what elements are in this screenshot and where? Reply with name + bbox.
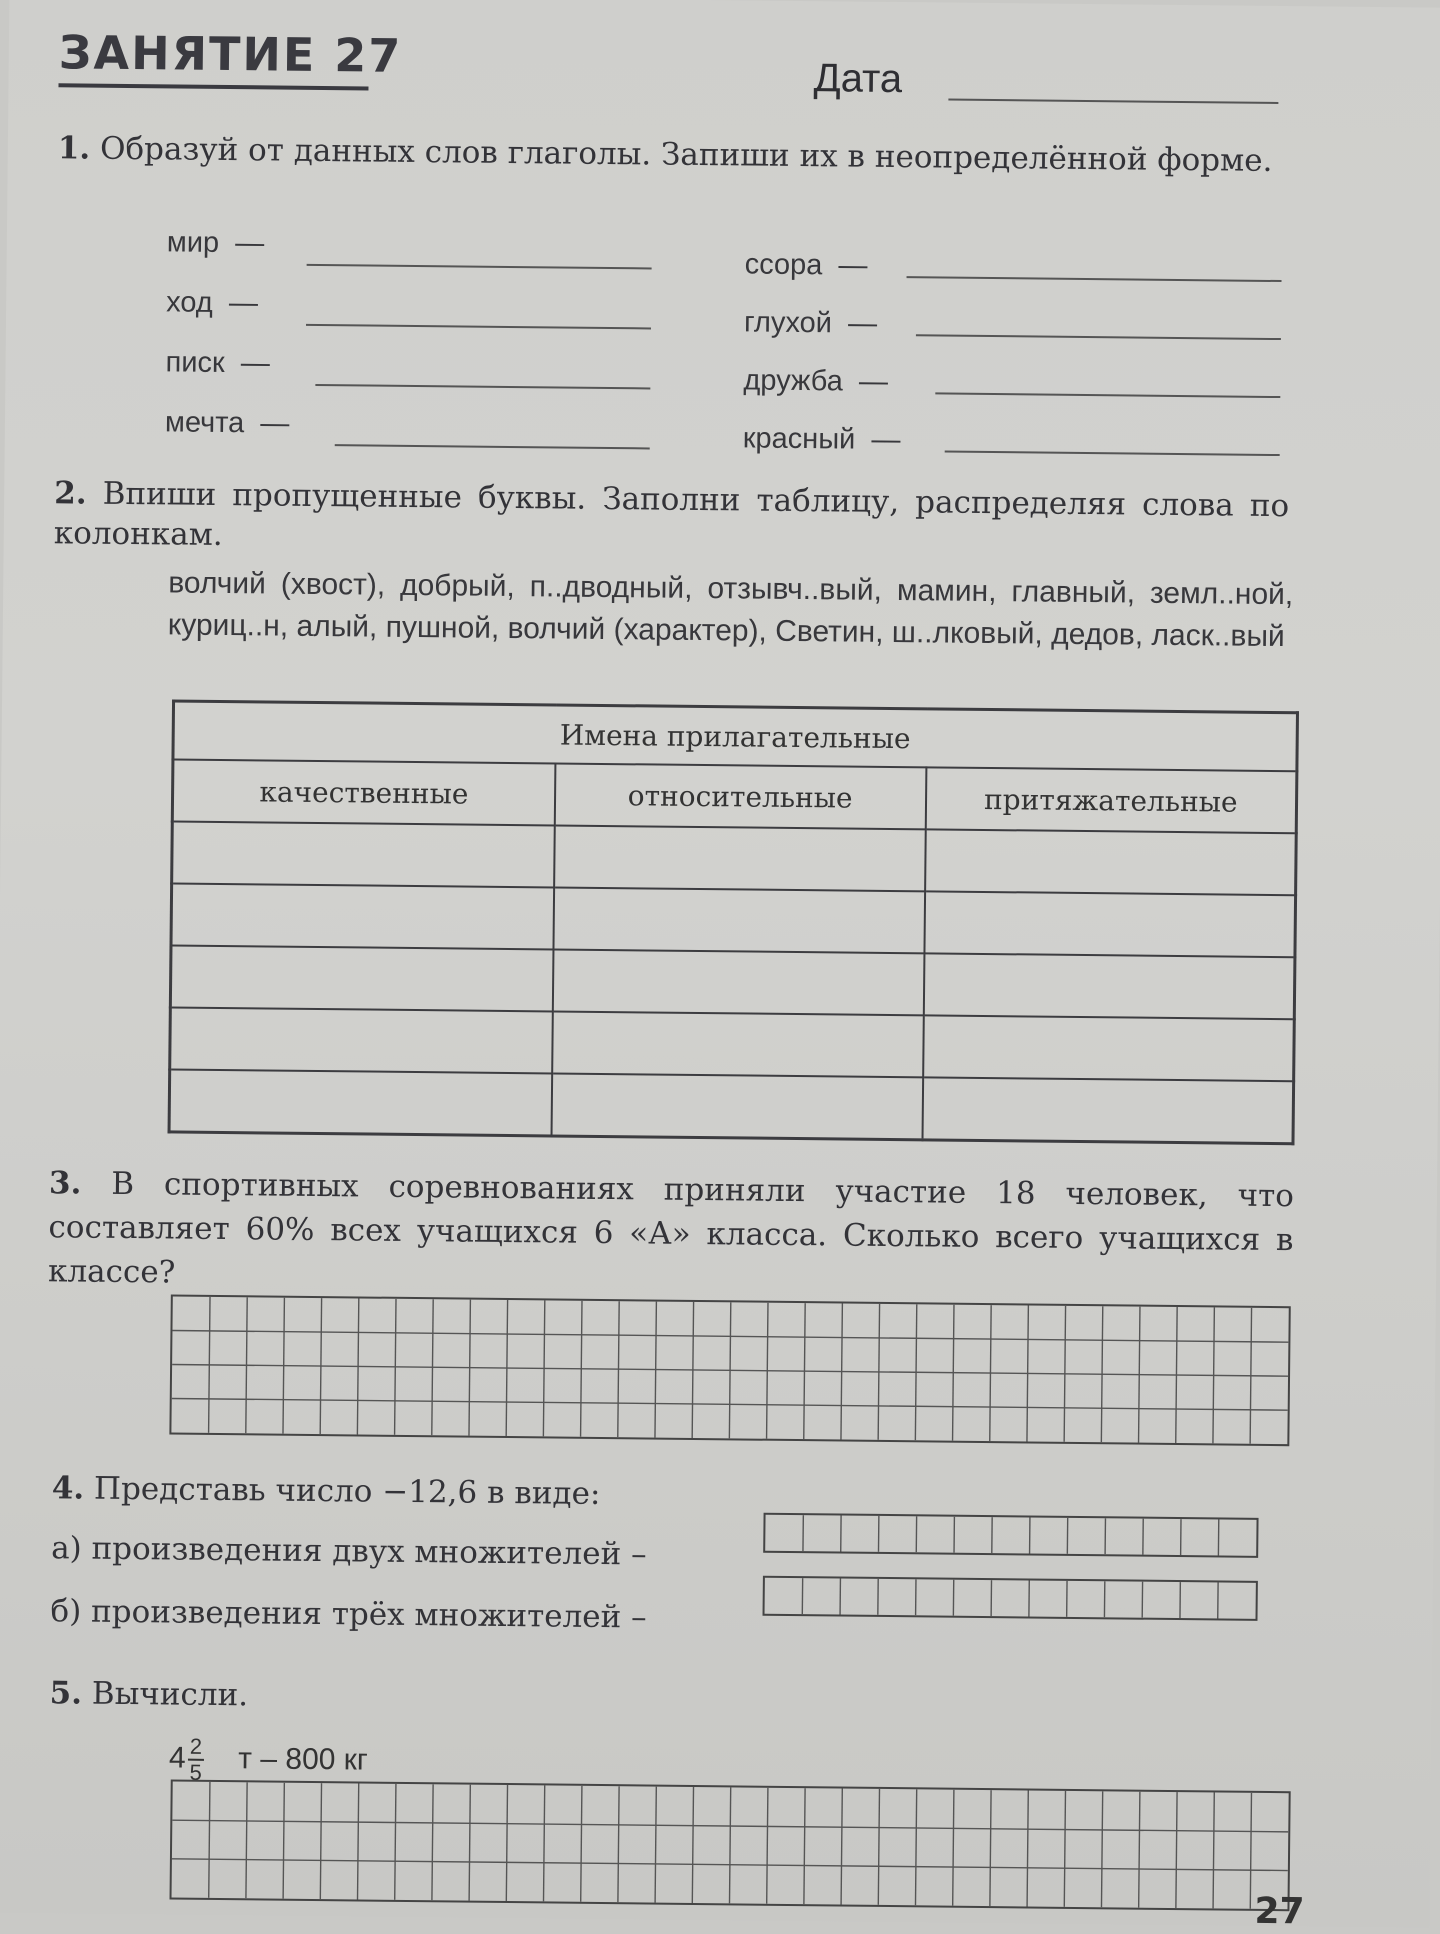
expression-rest: т – 800 кг	[238, 1742, 368, 1776]
table-cell[interactable]	[923, 1015, 1295, 1081]
task4-part-a: а) произведения двух множителей –	[51, 1528, 751, 1575]
task3-number: 3.	[49, 1165, 82, 1201]
grid-lines	[171, 1297, 1288, 1445]
task5-instruction: Вычисли.	[92, 1676, 249, 1714]
table-cell[interactable]	[924, 891, 1296, 957]
task1-answer-right-2[interactable]	[916, 334, 1281, 340]
date-field[interactable]	[948, 99, 1278, 104]
task1-instruction: Образуй от данных слов глаголы. Запиши их в неопределённой форме.	[100, 131, 1273, 179]
task1-word-left-4: мечта —	[165, 406, 290, 440]
date-label: Дата	[813, 56, 902, 102]
task5-answer-grid[interactable]	[170, 1780, 1291, 1912]
table-cell[interactable]	[169, 1069, 552, 1135]
table-title: Имена прилагательные	[173, 701, 1298, 771]
task4-a-answer-boxes[interactable]	[763, 1513, 1258, 1558]
task1-word-right-1: ссора —	[744, 248, 867, 282]
task1-answer-right-4[interactable]	[945, 451, 1280, 457]
table-cell[interactable]	[552, 949, 924, 1015]
task1-word-left-2: ход —	[166, 286, 258, 320]
task1-answer-left-3[interactable]	[315, 384, 650, 390]
adjectives-table	[168, 699, 1299, 1145]
column-header-possessive: притяжательные	[925, 767, 1297, 833]
column-header-qualitative: качественные	[172, 759, 555, 825]
task4-part-b: б) произведения трёх множителей –	[50, 1591, 750, 1638]
page-number: 27	[1254, 1891, 1305, 1933]
table-cell[interactable]	[923, 953, 1295, 1019]
task5-number: 5.	[49, 1675, 82, 1711]
grid-lines	[172, 1782, 1289, 1910]
table-row	[172, 821, 1297, 895]
task2-text	[54, 473, 1290, 566]
task5-expression	[169, 1734, 368, 1786]
table-row	[171, 883, 1296, 957]
task1-answer-left-4[interactable]	[335, 444, 650, 449]
task3-problem: В спортивных соревнованиях приняли участие 18 человек, что составляет 60% всех учащихся 6 «А» класса. Сколько всего учащихся в классе?	[48, 1166, 1294, 1291]
table-cell[interactable]	[551, 1073, 923, 1139]
task4-number: 4.	[52, 1470, 85, 1506]
table-row	[170, 1007, 1295, 1081]
task5-text	[49, 1673, 449, 1717]
table-cell[interactable]	[171, 883, 554, 949]
table-cell[interactable]	[553, 887, 925, 953]
task1-text	[58, 128, 1283, 181]
mixed-number-fraction: $\frac{2}{5}$	[187, 1735, 204, 1785]
task1-word-right-2: глухой —	[744, 306, 877, 340]
mixed-number-whole: 4	[169, 1741, 186, 1774]
table-row	[170, 945, 1295, 1019]
task4-text	[52, 1468, 752, 1515]
task3-answer-grid[interactable]	[169, 1294, 1290, 1446]
task1-answer-right-3[interactable]	[935, 392, 1280, 398]
task1-word-left-3: писк —	[165, 346, 270, 380]
task4-instruction: Представь число −12,6 в виде:	[94, 1471, 601, 1512]
task3-text	[48, 1161, 1294, 1306]
task1-answer-left-2[interactable]	[306, 324, 651, 330]
table-cell[interactable]	[170, 945, 553, 1011]
grid-lines	[765, 1515, 1256, 1556]
column-header-relative: относительные	[554, 763, 926, 829]
table-cell[interactable]	[552, 1011, 924, 1077]
task1-word-left-1: мир —	[167, 226, 265, 260]
lesson-title: ЗАНЯТИЕ 27	[59, 25, 403, 83]
table-cell[interactable]	[170, 1007, 553, 1073]
lesson-title-underline	[58, 83, 368, 90]
task1-word-right-4: красный —	[743, 422, 901, 457]
table-cell[interactable]	[172, 821, 555, 887]
task2-number: 2.	[54, 475, 87, 511]
task4-b-answer-boxes[interactable]	[763, 1576, 1258, 1621]
table-cell[interactable]	[922, 1077, 1294, 1143]
task2-word-list: волчий (хвост), добрый, п..дводный, отзывч..вый, мамин, главный, земл..ной, куриц..н, алый, пушной, волчий (характер), Светин, ш..лковый, дедов, ласк..вый	[168, 562, 1294, 658]
task2-instruction: Впиши пропущенные буквы. Заполни таблицу, распределяя слова по колонкам.	[54, 476, 1290, 553]
task1-number: 1.	[58, 130, 91, 166]
table-row	[169, 1069, 1294, 1143]
task1-answer-left-1[interactable]	[307, 264, 652, 270]
table-cell[interactable]	[554, 825, 926, 891]
table-cell[interactable]	[925, 829, 1297, 895]
task1-word-right-3: дружба —	[743, 364, 888, 399]
task1-answer-right-1[interactable]	[907, 276, 1282, 282]
grid-lines	[765, 1578, 1256, 1619]
